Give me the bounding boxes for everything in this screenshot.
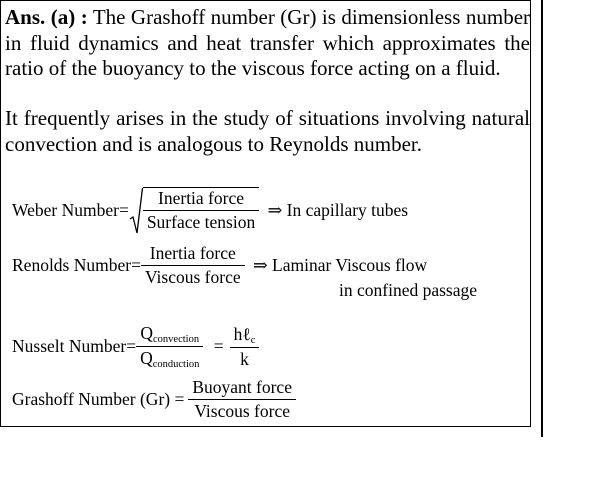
weber-numerator: Inertia force <box>143 188 259 211</box>
weber-note: ⇒ In capillary tubes <box>267 199 409 220</box>
nusselt-formula <box>12 323 259 370</box>
nusselt-numerator-2: hℓ$_c$ <box>230 324 260 348</box>
grashoff-denominator: Viscous force <box>194 401 290 421</box>
weber-name: Weber Number= <box>12 199 129 220</box>
grashoff-numerator: Buoyant force <box>188 377 296 400</box>
reynolds-numerator: Inertia force <box>141 243 245 266</box>
nusselt-fraction-1 <box>136 323 203 370</box>
answer-paragraph-2: It frequently arises in the study of situations involving natural convection and is analogous to Reynolds number. <box>5 106 530 156</box>
reynolds-note-line-2: in confined passage <box>339 280 478 300</box>
weber-fraction <box>143 188 259 233</box>
answer-paragraph-1 <box>5 5 530 82</box>
answer-text-1: The Grashoff number (Gr) is dimensionless number in fluid dynamics and heat transfer which approximates the ratio of the buoyancy to the viscous force acting on a fluid. <box>5 5 531 80</box>
radical-sign-icon <box>129 187 144 235</box>
reynolds-fraction <box>141 243 245 288</box>
grashoff-formula <box>12 377 296 422</box>
grashoff-fraction <box>188 377 296 422</box>
square-root <box>129 187 259 233</box>
right-divider <box>541 0 543 437</box>
nusselt-denominator-2: k <box>240 348 249 369</box>
nusselt-equals: = <box>213 336 224 356</box>
reynolds-note: ⇒ Laminar Viscous flow <box>252 255 428 275</box>
weber-denominator: Surface tension <box>146 212 256 232</box>
reynolds-name: Renolds Number= <box>12 255 141 275</box>
weber-formula <box>12 187 408 233</box>
reynolds-denominator: Viscous force <box>144 267 241 287</box>
nusselt-numerator-1: $Q_{convection}$ <box>136 323 203 347</box>
nusselt-denominator-1: $Q_{conduction}$ <box>140 348 200 370</box>
nusselt-name: Nusselt Number= <box>12 336 137 356</box>
answer-label: Ans. (a) : <box>5 5 88 29</box>
nusselt-fraction-2 <box>230 324 260 370</box>
grashoff-name: Grashoff Number (Gr) = <box>12 389 185 409</box>
